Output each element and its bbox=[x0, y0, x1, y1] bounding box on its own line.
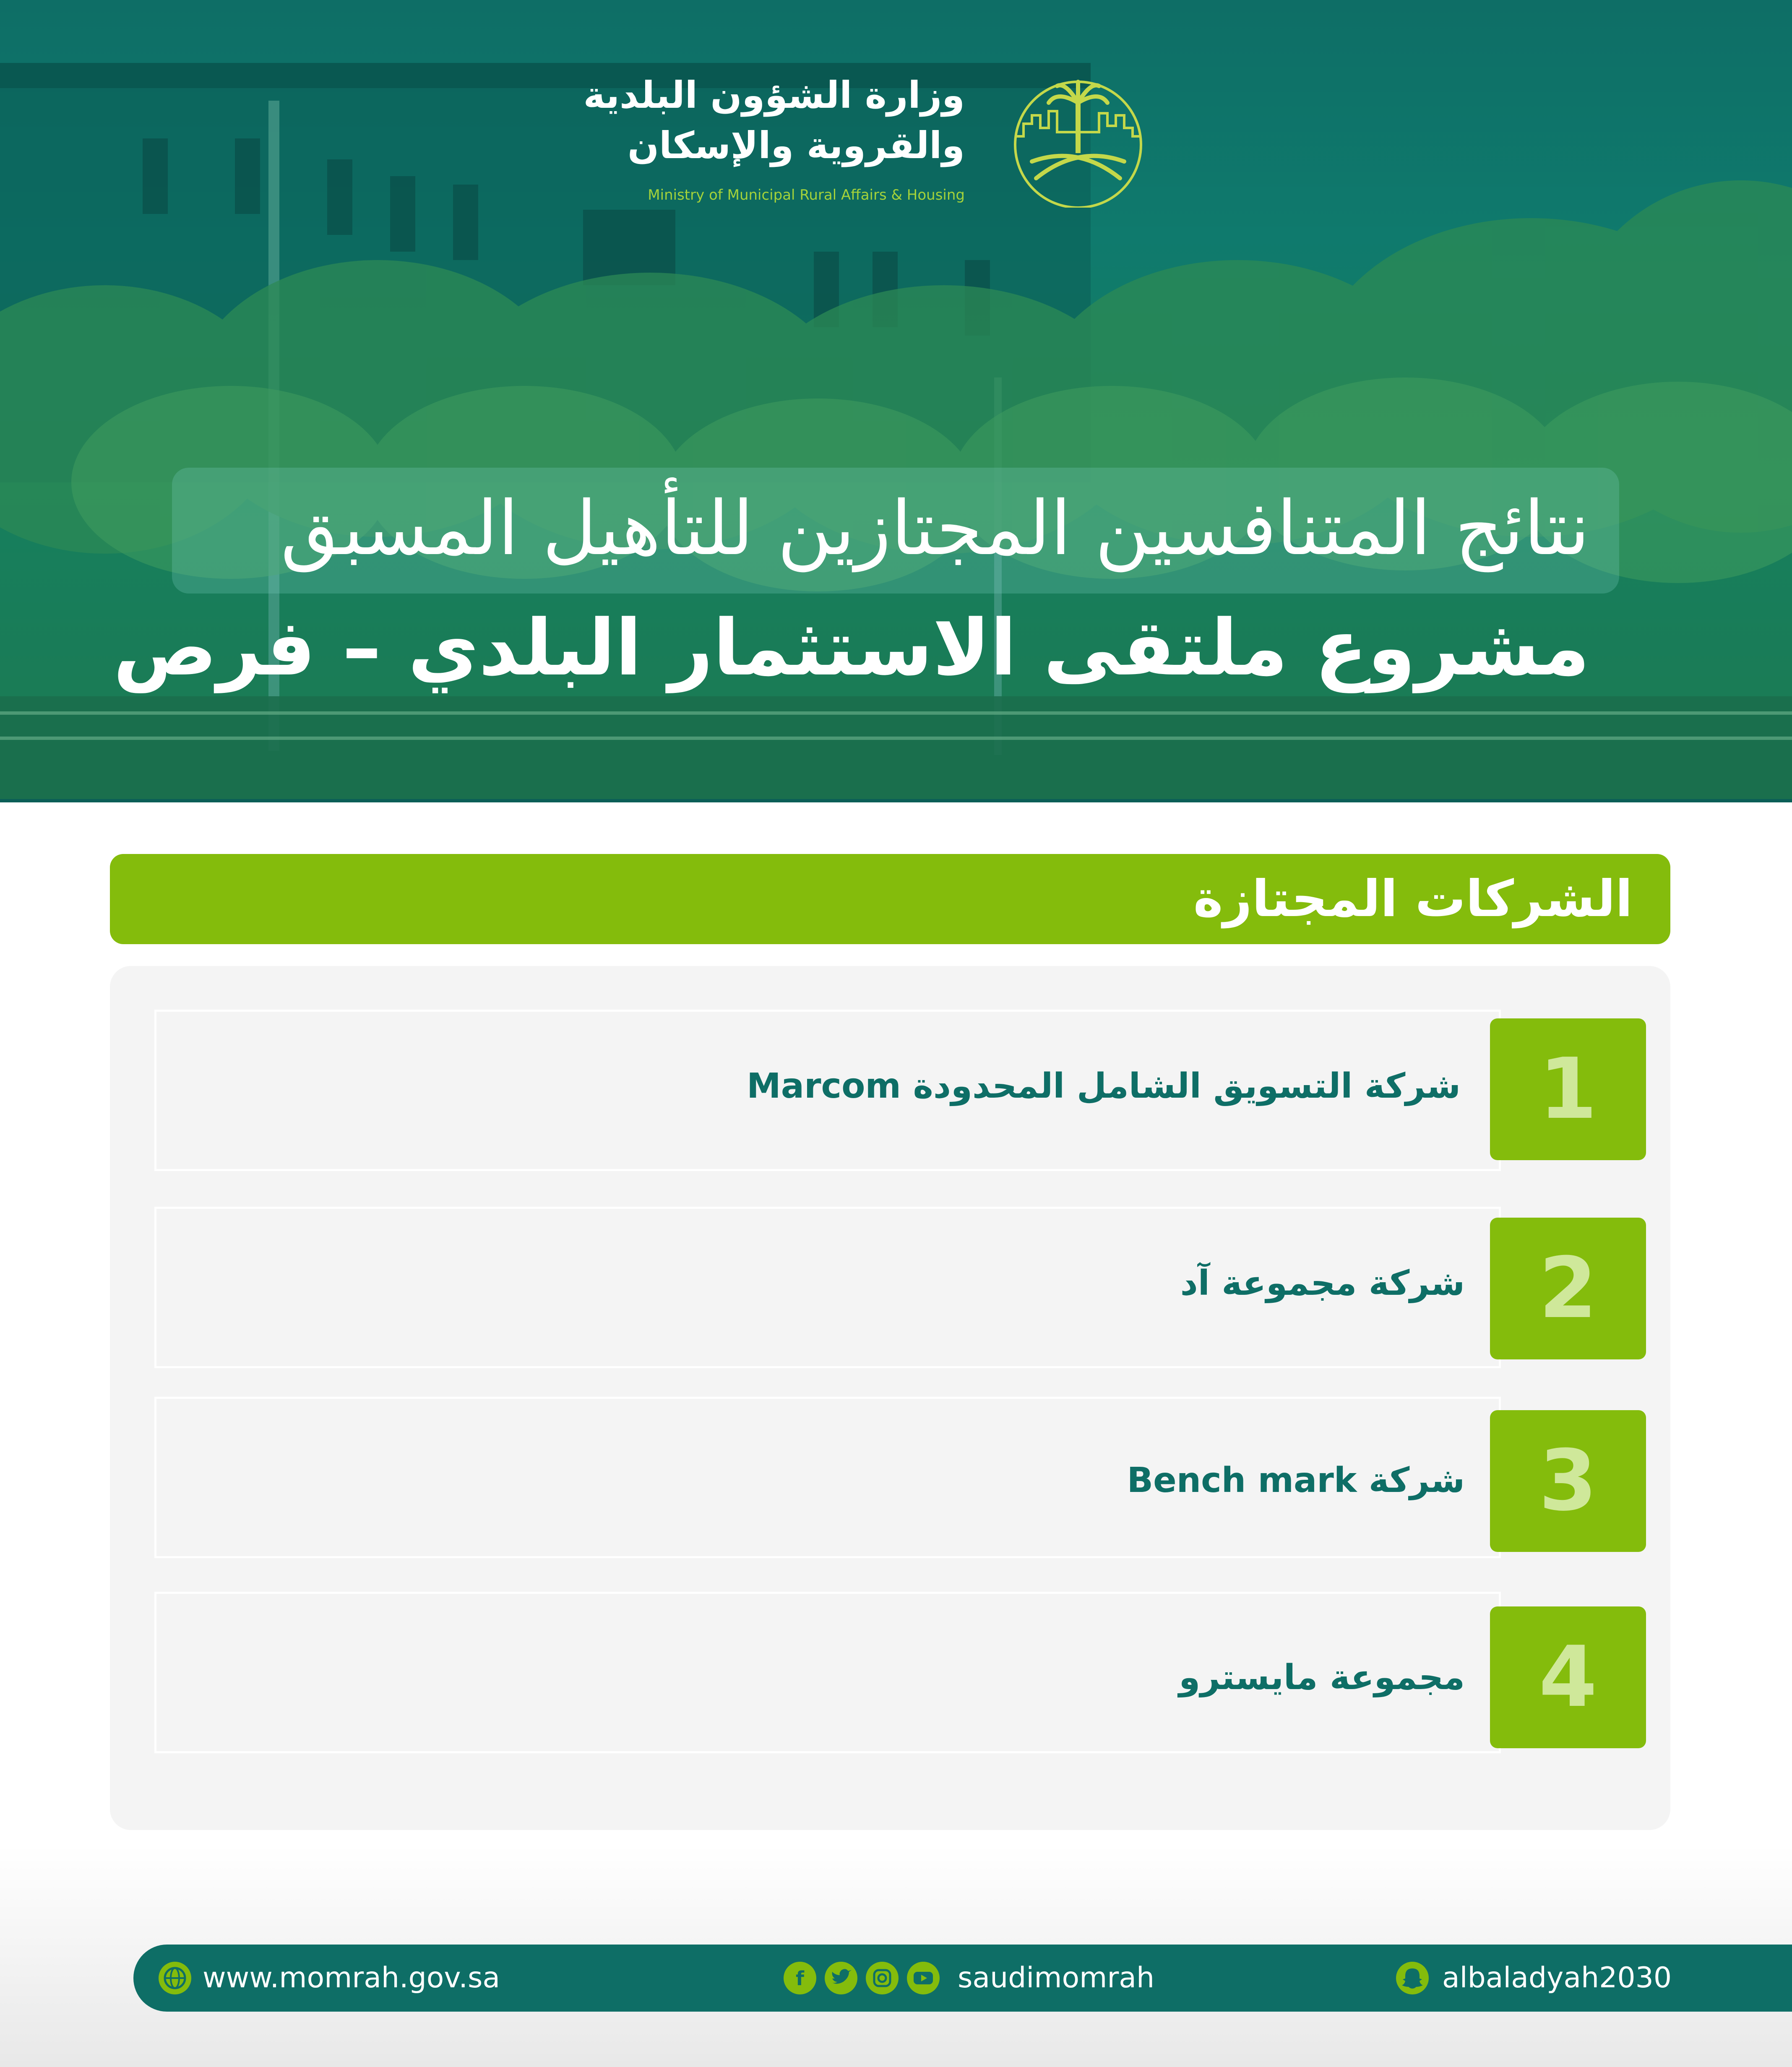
snapchat-handle[interactable]: albaladyah2030 bbox=[1442, 1961, 1672, 1994]
company-name: شركة التسويق الشامل المحدودة Marcom bbox=[747, 1066, 1461, 1106]
item-number-badge: 3 bbox=[1490, 1410, 1646, 1552]
page-subtitle: مشروع ملتقى الاستثمار البلدي – فرص bbox=[113, 603, 1590, 693]
website-link[interactable]: www.momrah.gov.sa bbox=[203, 1961, 500, 1994]
svg-text:f: f bbox=[795, 1967, 805, 1990]
section-title: الشركات المجتازة bbox=[1193, 870, 1633, 928]
ministry-name-english: Ministry of Municipal Rural Affairs & Housing bbox=[648, 187, 965, 203]
header-hero bbox=[0, 0, 1792, 802]
page-title: نتائج المتنافسين المجتازين للتأهيل المسبق bbox=[280, 485, 1590, 572]
facebook-icon[interactable] bbox=[784, 1962, 816, 1994]
company-name: شركة Bench mark bbox=[1127, 1460, 1465, 1500]
social-handle[interactable]: saudimomrah bbox=[958, 1961, 1155, 1994]
item-number-badge: 4 bbox=[1490, 1606, 1646, 1748]
globe-icon bbox=[159, 1962, 191, 1994]
instagram-icon[interactable] bbox=[866, 1962, 899, 1994]
palm-swords-emblem-icon bbox=[1007, 73, 1149, 208]
ministry-name-arabic-line1: وزارة الشؤون البلدية bbox=[583, 73, 965, 117]
company-name: مجموعة مايسترو bbox=[1179, 1658, 1465, 1697]
item-number-badge: 1 bbox=[1490, 1018, 1646, 1160]
footer-bar bbox=[133, 1945, 1792, 2012]
ministry-logo bbox=[583, 73, 1149, 212]
twitter-icon[interactable] bbox=[825, 1962, 857, 1994]
section-banner bbox=[110, 854, 1670, 944]
ministry-name-arabic-line2: والقروية والإسكان bbox=[628, 124, 965, 167]
company-name: شركة مجموعة آد bbox=[1180, 1263, 1465, 1303]
snapchat-icon[interactable] bbox=[1396, 1962, 1429, 1994]
youtube-icon[interactable] bbox=[907, 1962, 940, 1994]
item-number-badge: 2 bbox=[1490, 1218, 1646, 1359]
